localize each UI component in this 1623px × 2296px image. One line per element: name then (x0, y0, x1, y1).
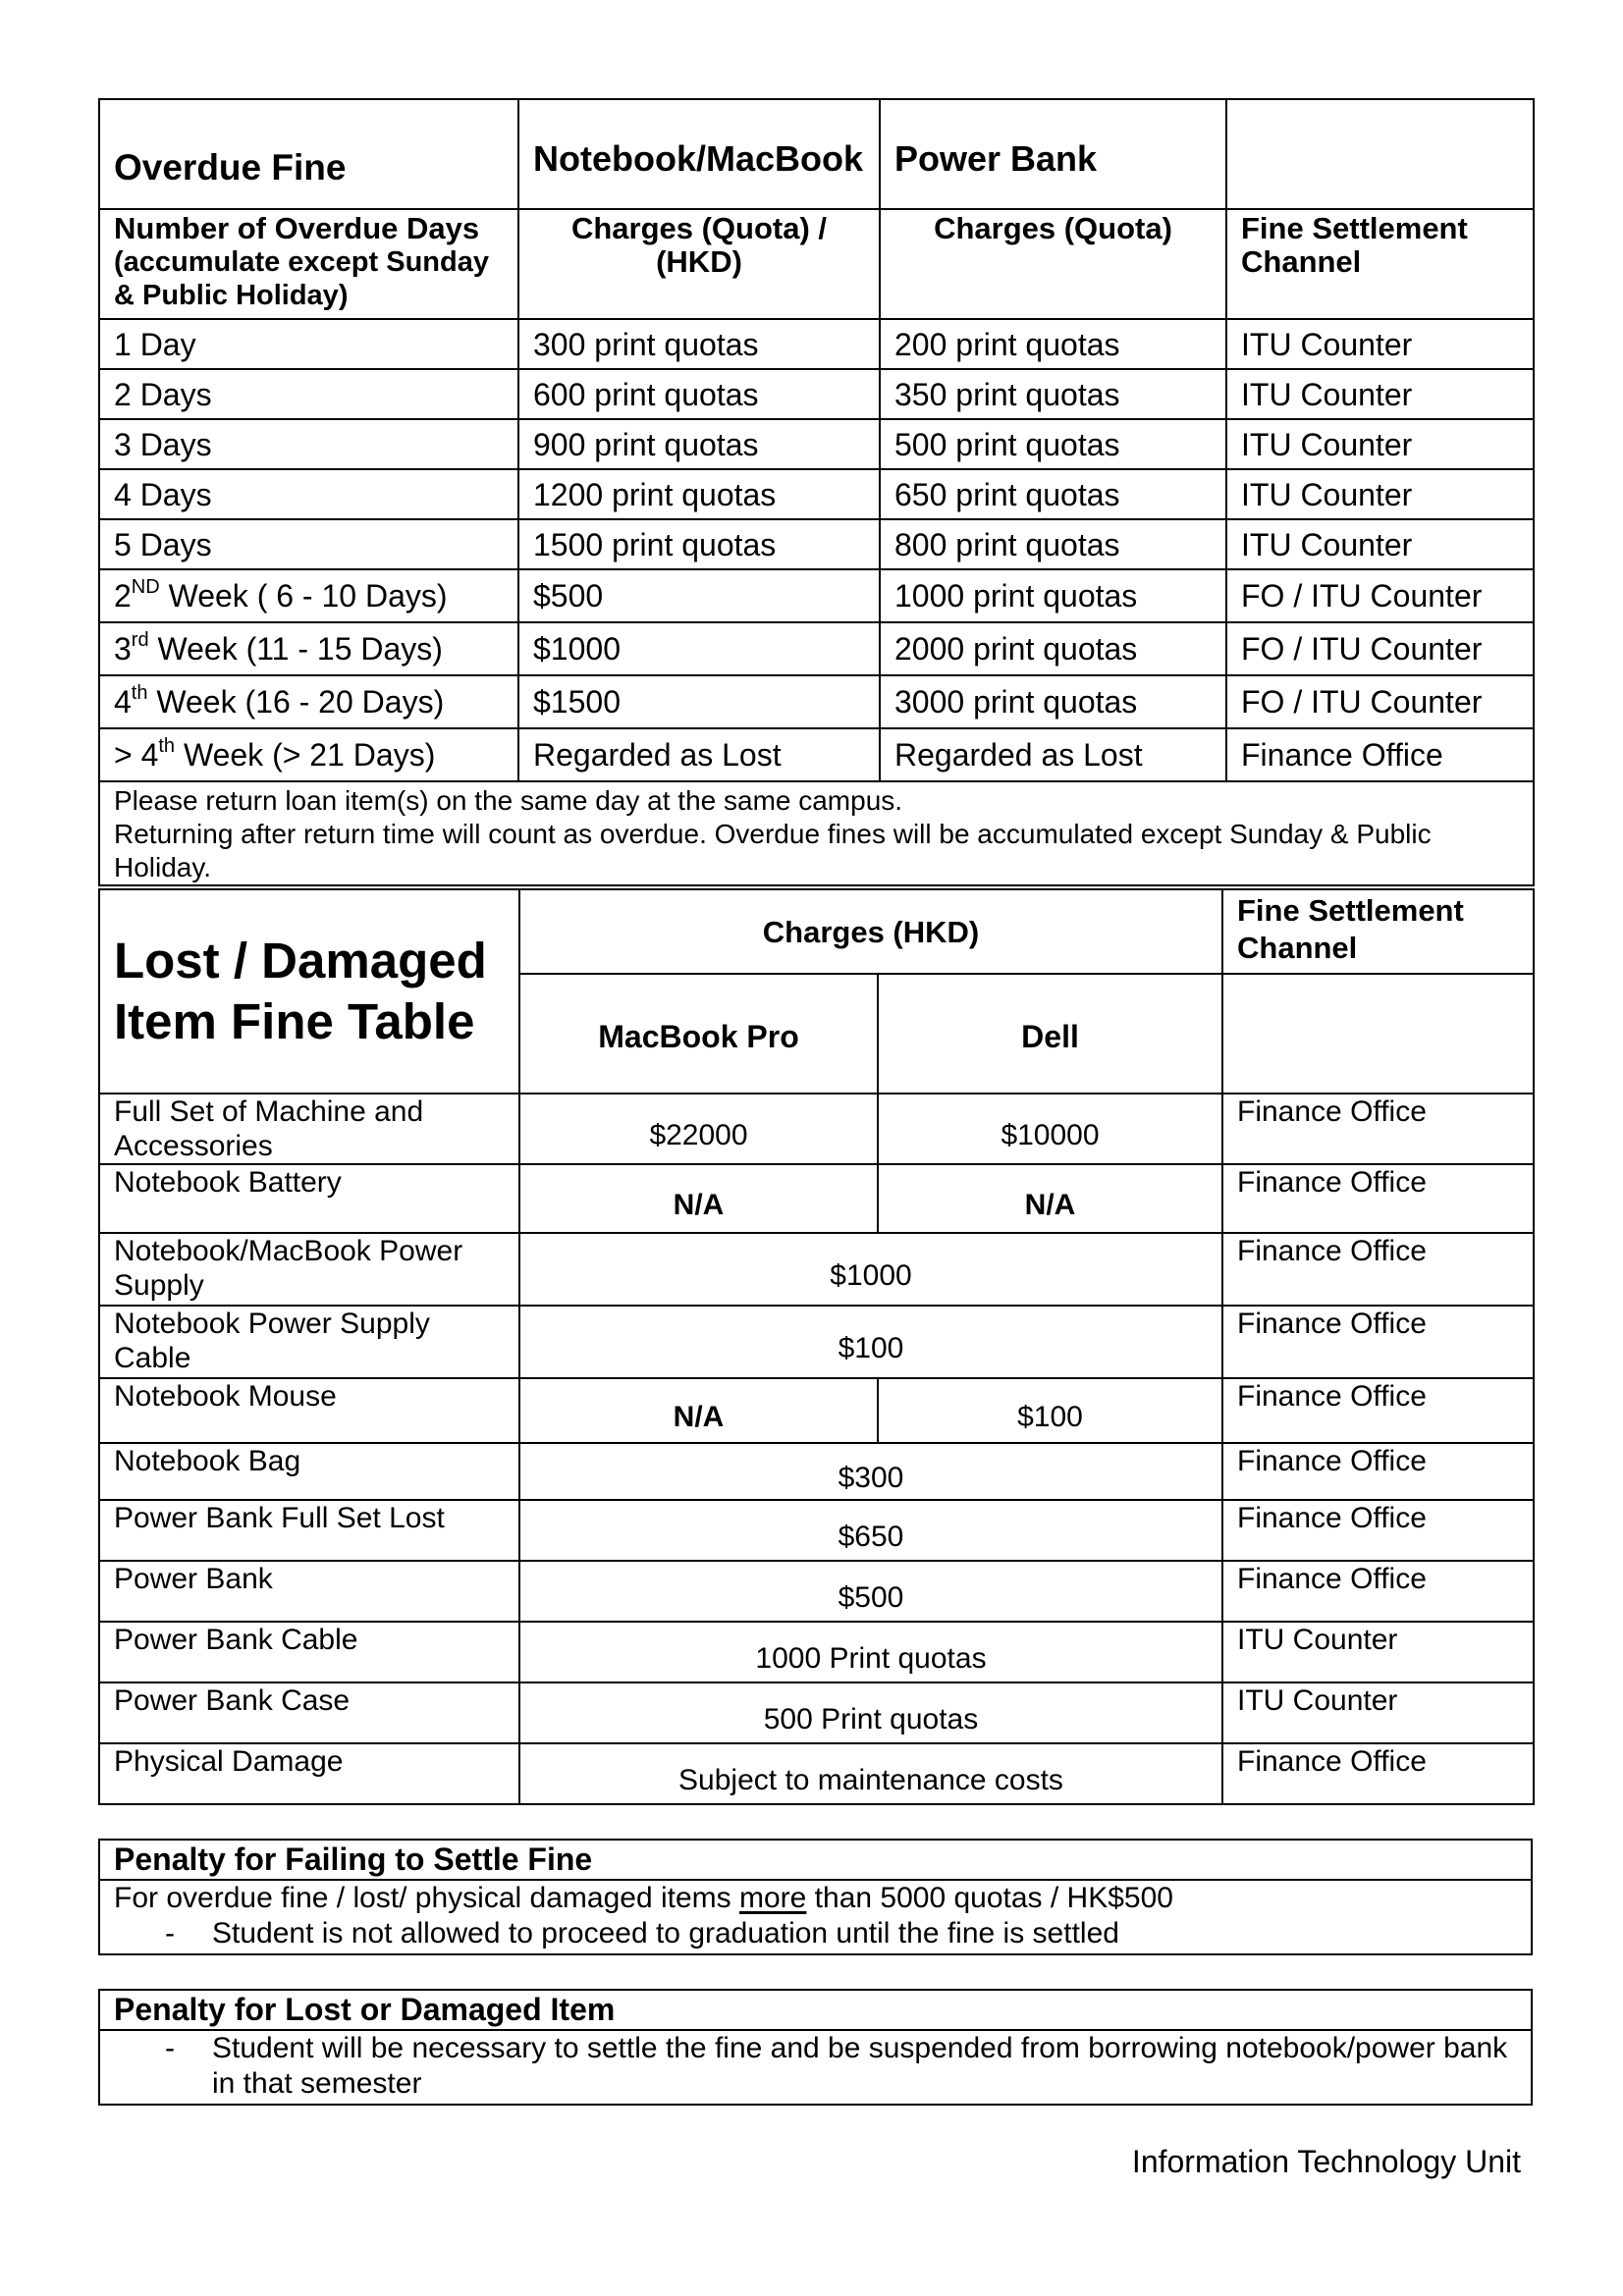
lost-item-label: Power Bank Full Set Lost (99, 1500, 519, 1561)
dell-charge-cell: $10000 (878, 1094, 1222, 1164)
lost-settlement-channel-cell: ITU Counter (1222, 1682, 1534, 1743)
overdue-period-cell (99, 675, 518, 728)
overdue-row (99, 369, 1534, 419)
dell-charge-cell: $100 (878, 1378, 1222, 1443)
settlement-channel-cell: FO / ITU Counter (1226, 622, 1534, 675)
settlement-channel-cell: ITU Counter (1226, 319, 1534, 369)
lost-settlement-channel-cell: Finance Office (1222, 1561, 1534, 1622)
lost-item-row (99, 1443, 1534, 1500)
lost-item-label: Full Set of Machine and Accessories (99, 1094, 519, 1164)
charge-both-models-cell: 500 Print quotas (519, 1682, 1222, 1743)
overdue-fine-table (98, 98, 1535, 886)
lost-settlement-channel-cell: Finance Office (1222, 1164, 1534, 1233)
ordinal-suffix: ND (131, 576, 160, 599)
settlement-channel-cell: FO / ITU Counter (1226, 569, 1534, 622)
period-number: 4 (114, 684, 132, 720)
overdue-row (99, 469, 1534, 519)
period-number: 5 Days (114, 526, 212, 562)
lost-item-row (99, 1743, 1534, 1804)
notebook-charge-cell: Regarded as Lost (518, 728, 880, 781)
lost-settlement-channel-cell: Finance Office (1222, 1743, 1534, 1804)
charge-both-models-cell: $100 (519, 1306, 1222, 1378)
penalty-settle-bullet (114, 1916, 1517, 1951)
lost-item-row (99, 1682, 1534, 1743)
charges-hkd-header: Charges (HKD) (519, 889, 1222, 974)
period-suffix: Week ( 6 - 10 Days) (159, 578, 448, 614)
lost-item-row (99, 1233, 1534, 1306)
ordinal-suffix: th (158, 735, 176, 758)
overdue-row (99, 675, 1534, 728)
lost-header-row (99, 889, 1534, 974)
dash-bullet-icon: - (165, 1917, 175, 1949)
period-suffix: Week (> 21 Days) (175, 737, 436, 773)
settlement-channel-cell: ITU Counter (1226, 369, 1534, 419)
period-number: 4 Days (114, 476, 212, 512)
overdue-fine-title: Overdue Fine (99, 99, 518, 209)
period-number: 4 (140, 737, 159, 773)
lost-rows (99, 1094, 1534, 1804)
penalty-settle-title: Penalty for Failing to Settle Fine (100, 1841, 1531, 1881)
powerbank-charge-cell: 1000 print quotas (880, 569, 1226, 622)
notebook-charge-cell: 900 print quotas (518, 419, 880, 469)
settlement-channel-cell: ITU Counter (1226, 419, 1534, 469)
footer-unit-name: Information Technology Unit (1131, 2144, 1521, 2179)
overdue-period-cell (99, 569, 518, 622)
charge-both-models-cell: $650 (519, 1500, 1222, 1561)
charge-both-models-cell: 1000 Print quotas (519, 1622, 1222, 1682)
powerbank-charge-cell: 3000 print quotas (880, 675, 1226, 728)
lost-settlement-channel-header: Fine Settlement Channel (1222, 889, 1534, 974)
condition-emphasis: more (738, 1882, 807, 1914)
lost-settlement-channel-cell: Finance Office (1222, 1233, 1534, 1306)
macbook-pro-header: MacBook Pro (519, 974, 878, 1094)
overdue-days-note: (accumulate except Sunday & Public Holiday) (114, 246, 489, 311)
settlement-channel-cell: ITU Counter (1226, 519, 1534, 569)
settlement-channel-cell: FO / ITU Counter (1226, 675, 1534, 728)
macbook-charge-cell: N/A (519, 1164, 878, 1233)
settlement-channel-header: Fine Settlement Channel (1226, 209, 1534, 319)
overdue-row (99, 569, 1534, 622)
lost-item-label: Notebook Battery (99, 1164, 519, 1233)
lost-item-row (99, 1500, 1534, 1561)
notebook-charge-cell: 300 print quotas (518, 319, 880, 369)
penalty-settle-body (100, 1881, 1531, 1953)
bullet-text: Student is not allowed to proceed to graduation until the fine is settled (212, 1917, 1119, 1949)
powerbank-charge-cell: 350 print quotas (880, 369, 1226, 419)
notebook-charge-cell: 1500 print quotas (518, 519, 880, 569)
period-suffix: Week (11 - 15 Days) (148, 631, 443, 667)
lost-item-row (99, 1306, 1534, 1378)
period-number: 2 (114, 578, 132, 614)
notebook-charge-cell: $1500 (518, 675, 880, 728)
lost-table-title (99, 889, 519, 1094)
overdue-header-row (99, 99, 1534, 209)
penalty-lost-title: Penalty for Lost or Damaged Item (100, 1991, 1531, 2031)
penalty-lost-bullet (114, 2031, 1517, 2102)
overdue-period-cell (99, 622, 518, 675)
lost-item-label: Physical Damage (99, 1743, 519, 1804)
overdue-period-cell (99, 469, 518, 519)
lost-item-label: Power Bank Cable (99, 1622, 519, 1682)
macbook-charge-cell: $22000 (519, 1094, 878, 1164)
settlement-channel-cell: ITU Counter (1226, 469, 1534, 519)
overdue-period-cell (99, 419, 518, 469)
settlement-channel-cell: Finance Office (1226, 728, 1534, 781)
lost-item-label: Notebook/MacBook Power Supply (99, 1233, 519, 1306)
charge-both-models-cell: $1000 (519, 1233, 1222, 1306)
condition-text: than 5000 quotas / HK$500 (806, 1882, 1173, 1914)
powerbank-charge-cell: 200 print quotas (880, 319, 1226, 369)
overdue-row (99, 519, 1534, 569)
penalty-lost-body (100, 2031, 1531, 2104)
overdue-row (99, 319, 1534, 369)
powerbank-charge-cell: 800 print quotas (880, 519, 1226, 569)
powerbank-charge-cell: Regarded as Lost (880, 728, 1226, 781)
lost-settlement-channel-cell: ITU Counter (1222, 1622, 1534, 1682)
overdue-period-cell (99, 519, 518, 569)
period-prefix: > (114, 737, 141, 773)
overdue-period-cell (99, 369, 518, 419)
bullet-text: Student will be necessary to settle the fine and be suspended from borrowing notebook/power bank in that semester (212, 2032, 1508, 2100)
overdue-period-cell (99, 728, 518, 781)
ordinal-suffix: rd (131, 629, 149, 652)
notebook-column-header: Notebook/MacBook (518, 99, 880, 209)
overdue-note-row (99, 781, 1534, 885)
lost-item-row (99, 1378, 1534, 1443)
lost-settlement-channel-cell: Finance Office (1222, 1094, 1534, 1164)
lost-title-line: Lost / Damaged (114, 933, 487, 988)
period-suffix: Week (16 - 20 Days) (147, 684, 445, 720)
dash-bullet-icon: - (165, 2032, 175, 2064)
overdue-row (99, 622, 1534, 675)
charge-both-models-cell: $500 (519, 1561, 1222, 1622)
charge-both-models-cell: Subject to maintenance costs (519, 1743, 1222, 1804)
charge-both-models-cell: $300 (519, 1443, 1222, 1500)
period-number: 2 Days (114, 376, 212, 412)
overdue-row (99, 419, 1534, 469)
empty-column-header (1226, 99, 1534, 209)
powerbank-charge-cell: 500 print quotas (880, 419, 1226, 469)
lost-item-label: Notebook Mouse (99, 1378, 519, 1443)
lost-damaged-fine-table (98, 888, 1535, 1805)
ordinal-suffix: th (131, 682, 148, 705)
powerbank-charges-header: Charges (Quota) (880, 209, 1226, 319)
notebook-charge-cell: 1200 print quotas (518, 469, 880, 519)
overdue-subheader-row (99, 209, 1534, 319)
overdue-row (99, 728, 1534, 781)
overdue-rows (99, 319, 1534, 781)
lost-item-label: Power Bank Case (99, 1682, 519, 1743)
lost-item-label: Notebook Bag (99, 1443, 519, 1500)
lost-settlement-channel-cell: Finance Office (1222, 1306, 1534, 1378)
lost-settlement-channel-cell: Finance Office (1222, 1378, 1534, 1443)
lost-settlement-channel-cell: Finance Office (1222, 1443, 1534, 1500)
lost-item-row (99, 1094, 1534, 1164)
powerbank-charge-cell: 2000 print quotas (880, 622, 1226, 675)
notebook-charge-cell: $500 (518, 569, 880, 622)
dell-charge-cell: N/A (878, 1164, 1222, 1233)
period-number: 3 Days (114, 426, 212, 462)
empty-brand-cell (1222, 974, 1534, 1094)
lost-item-row (99, 1561, 1534, 1622)
lost-item-label: Notebook Power Supply Cable (99, 1306, 519, 1378)
penalty-settle-box (98, 1839, 1533, 1955)
lost-title-line: Item Fine Table (114, 993, 475, 1049)
penalty-settle-condition (114, 1881, 1517, 1916)
notebook-charges-header: Charges (Quota) / (HKD) (518, 209, 880, 319)
penalty-lost-box (98, 1989, 1533, 2106)
period-number: 3 (114, 631, 132, 667)
overdue-note (99, 781, 1534, 885)
overdue-note-line: Please return loan item(s) on the same day at the same campus. (114, 785, 903, 816)
overdue-period-cell (99, 319, 518, 369)
dell-header: Dell (878, 974, 1222, 1094)
powerbank-charge-cell: 650 print quotas (880, 469, 1226, 519)
lost-item-row (99, 1622, 1534, 1682)
lost-settlement-channel-cell: Finance Office (1222, 1500, 1534, 1561)
period-number: 1 Day (114, 326, 196, 362)
lost-item-label: Power Bank (99, 1561, 519, 1622)
macbook-charge-cell: N/A (519, 1378, 878, 1443)
condition-text: For overdue fine / lost/ physical damaged items (114, 1882, 739, 1914)
notebook-charge-cell: $1000 (518, 622, 880, 675)
notebook-charge-cell: 600 print quotas (518, 369, 880, 419)
overdue-note-line: Returning after return time will count as overdue. Overdue fines will be accumulated except Sunday & Public Holiday. (114, 819, 1432, 882)
overdue-days-header (99, 209, 518, 319)
lost-item-row (99, 1164, 1534, 1233)
overdue-days-label: Number of Overdue Days (114, 211, 480, 245)
powerbank-column-header: Power Bank (880, 99, 1226, 209)
